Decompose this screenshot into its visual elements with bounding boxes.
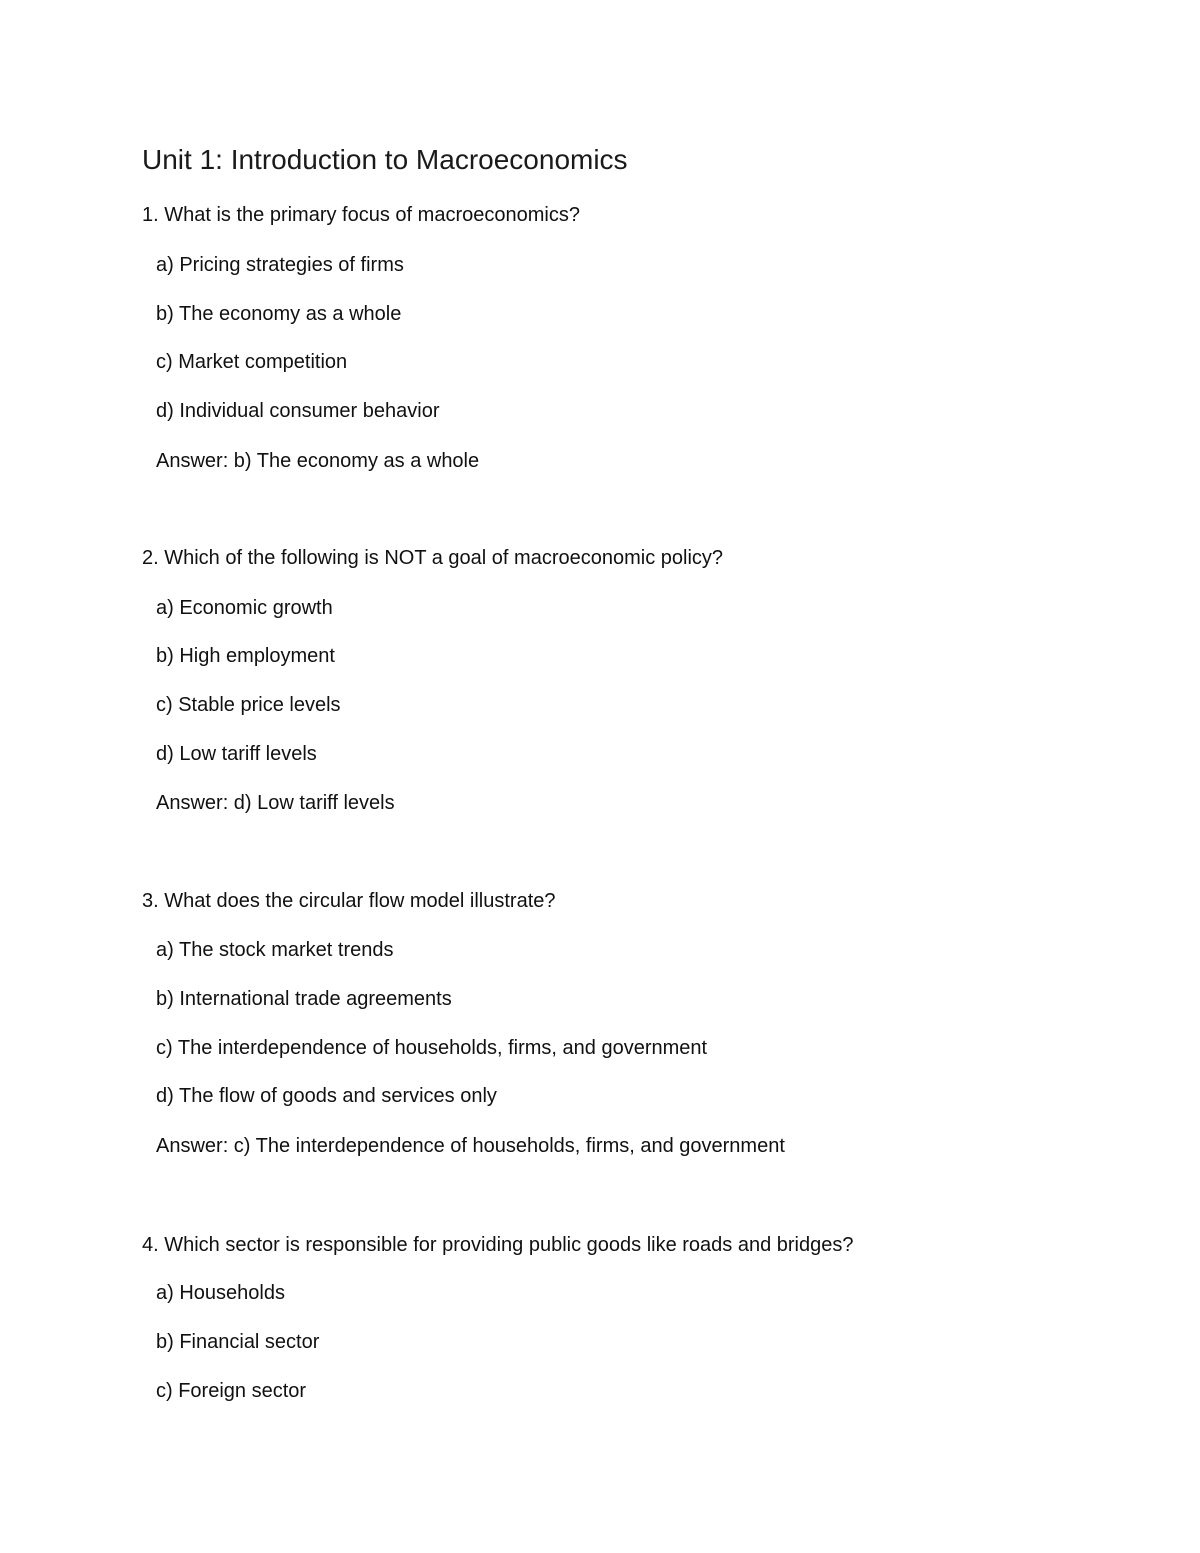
question-1-option-d: d) Individual consumer behavior [156,400,440,422]
question-1-option-a: a) Pricing strategies of firms [156,254,404,276]
question-4-option-a: a) Households [156,1282,285,1304]
question-3-option-c: c) The interdependence of households, firms, and government [156,1037,708,1059]
question-3-option-b: b) International trade agreements [156,988,452,1010]
question-3-option-a: a) The stock market trends [156,939,394,961]
question-4-option-b: b) Financial sector [156,1331,320,1353]
question-3-answer: Answer: c) The interdependence of households, firms, and government [156,1135,785,1157]
question-1-answer: Answer: b) The economy as a whole [156,450,480,472]
question-2-text: 2. Which of the following is NOT a goal of macroeconomic policy? [142,547,724,569]
question-1-option-c: c) Market competition [156,351,348,373]
question-4-text: 4. Which sector is responsible for providing public goods like roads and bridges? [142,1234,854,1256]
question-3-option-d: d) The flow of goods and services only [156,1085,497,1107]
question-4-option-c: c) Foreign sector [156,1380,307,1402]
question-2-option-d: d) Low tariff levels [156,743,317,765]
page-title: Unit 1: Introduction to Macroeconomics [142,144,628,175]
question-2-answer: Answer: d) Low tariff levels [156,792,395,814]
question-2-option-c: c) Stable price levels [156,694,341,716]
question-1-option-b: b) The economy as a whole [156,303,402,325]
question-2-option-b: b) High employment [156,645,335,667]
question-2-option-a: a) Economic growth [156,597,333,619]
question-1-text: 1. What is the primary focus of macroeconomics? [142,204,580,226]
question-3-text: 3. What does the circular flow model illustrate? [142,890,556,912]
